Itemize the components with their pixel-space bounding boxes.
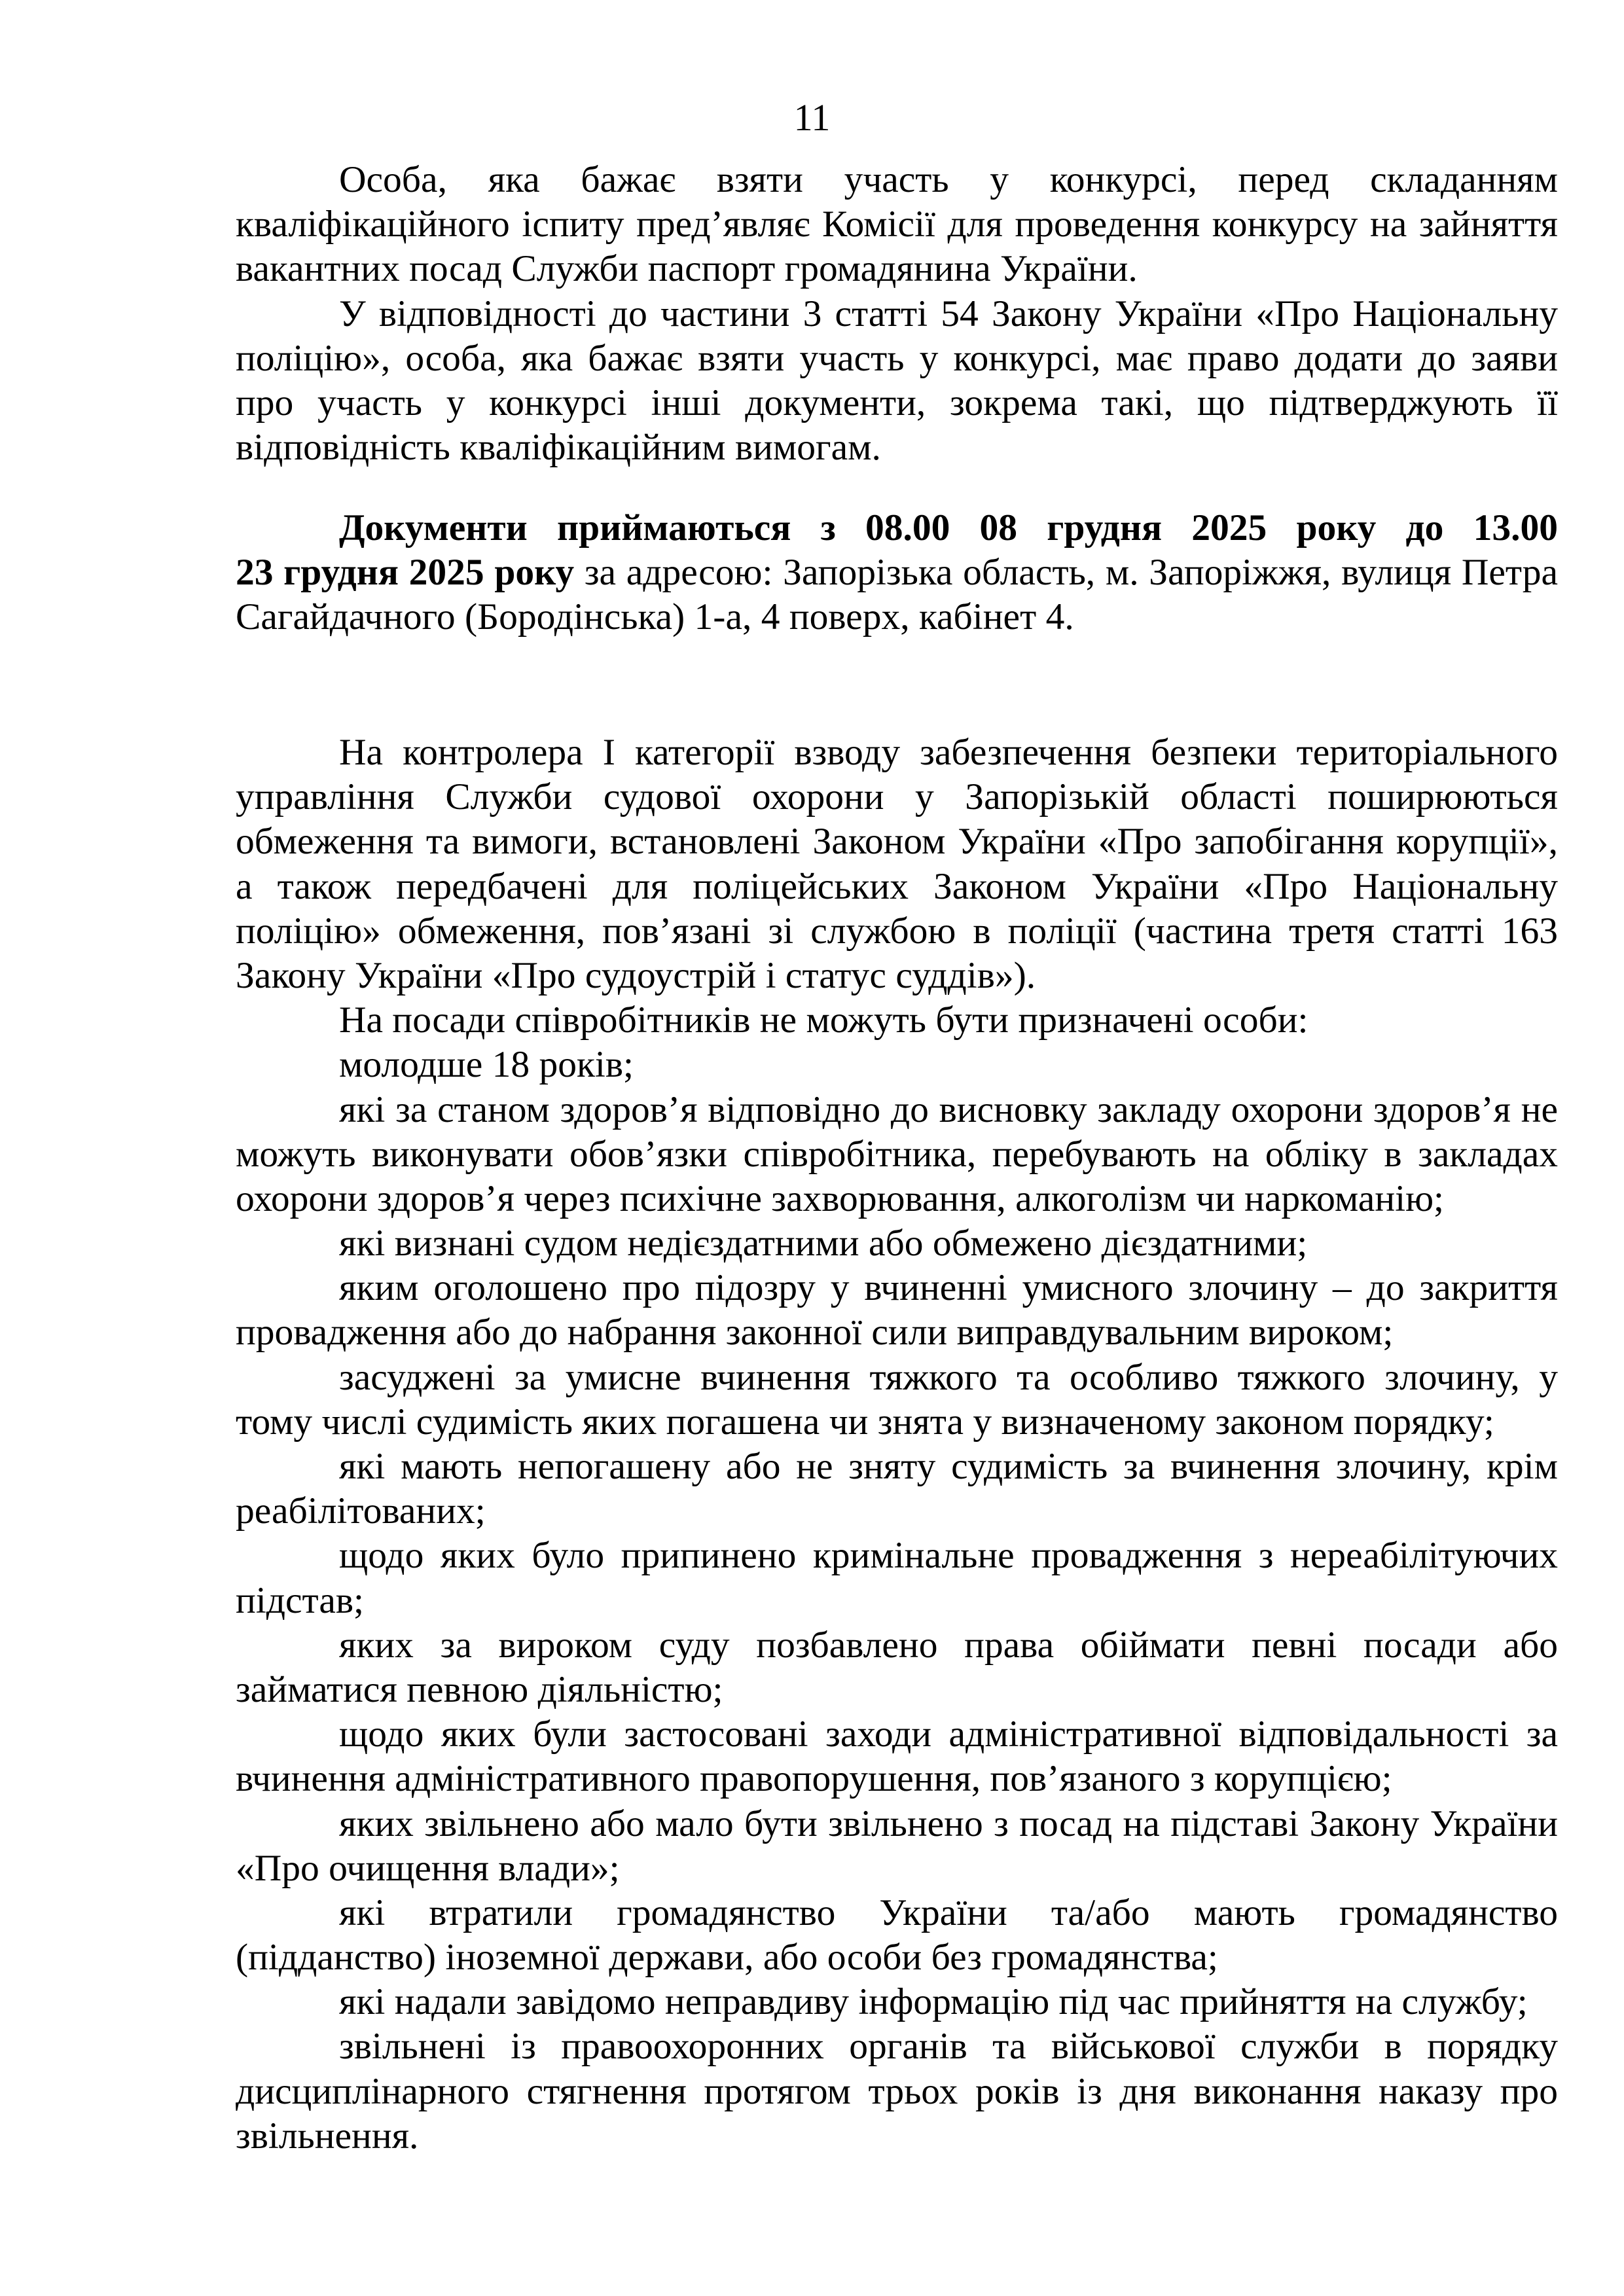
text-line: поліцію», особа, яка бажає взяти участь у конкурсі, має право додати до заяви (236, 337, 1558, 379)
text-line: засуджені за умисне вчинення тяжкого та особливо тяжкого злочину, у (339, 1356, 1558, 1398)
text-line: поліцію» обмеження, пов’язані зі службою в поліції (частина третя статті 163 (236, 910, 1558, 952)
paragraph (236, 1534, 1558, 1623)
paragraph (236, 1891, 1558, 1980)
text-line: дисциплінарного стягнення протягом трьох років із дня виконання наказу про (236, 2070, 1558, 2112)
text-line: тому числі судимість яких погашена чи знята у визначеному законом порядку; (236, 1401, 1494, 1443)
text-line: У відповідності до частини 3 статті 54 Закону України «Про Національну (339, 293, 1558, 334)
text-line: можуть виконувати обов’язки співробітника, перебувають на обліку в закладах (236, 1133, 1558, 1175)
paragraph (236, 1088, 1558, 1222)
intro-section (236, 158, 1558, 470)
paragraph (236, 506, 1558, 640)
text-line: вакантних посад Служби паспорт громадянина України. (236, 248, 1138, 290)
paragraph (236, 2024, 1558, 2159)
text-line: яких звільнено або мало бути звільнено з посад на підставі Закону України (339, 1803, 1558, 1844)
paragraph (236, 1712, 1558, 1801)
paragraph (236, 1444, 1558, 1534)
text-line: На посади співробітників не можуть бути призначені особи: (339, 999, 1308, 1041)
text-line: щодо яких було припинено кримінальне провадження з нереабілітуючих (339, 1535, 1558, 1577)
text-line: яким оголошено про підозру у вчиненні умисного злочину – до закриття (339, 1267, 1558, 1309)
bold-text: 23 грудня 2025 року (236, 552, 575, 594)
paragraph (236, 1355, 1558, 1444)
text-line: звільнені із правоохоронних органів та військової служби в порядку (339, 2026, 1558, 2068)
paragraph (236, 158, 1558, 292)
paragraph (236, 292, 1558, 471)
text-line: підстав; (236, 1579, 364, 1621)
text-line: Закону України «Про судоустрій і статус суддів»). (236, 954, 1036, 996)
paragraph (236, 1802, 1558, 1891)
text-line: На контролера І категорії взводу забезпечення безпеки територіального (339, 732, 1558, 773)
regular-text: за адресою: Запорізька область, м. Запоріжжя, вулиця Петра (574, 552, 1558, 594)
paragraph (236, 1623, 1558, 1712)
paragraph (236, 1043, 1558, 1087)
text-line: Особа, яка бажає взяти участь у конкурсі, перед складанням (339, 159, 1558, 200)
text-line (236, 506, 1558, 550)
text-line: які надали завідомо неправдиву інформацію під час прийняття на службу; (339, 1981, 1528, 2023)
text-line: реабілітованих; (236, 1490, 486, 1532)
paragraph (236, 1980, 1558, 2024)
text-line: які втратили громадянство України та/або мають громадянство (339, 1892, 1558, 1933)
text-line (236, 595, 1558, 639)
page-number: 11 (793, 96, 831, 139)
text-line: управління Служби судової охорони у Запорізькій області поширюються (236, 776, 1558, 818)
restrictions-section (236, 730, 1558, 2159)
paragraph (236, 730, 1558, 998)
text-line: які мають непогашену або не зняту судимість за вчинення злочину, крім (339, 1446, 1558, 1487)
paragraph (236, 1266, 1558, 1355)
text-line: які визнані судом недієздатними або обмежено дієздатними; (339, 1223, 1308, 1265)
text-line: про участь у конкурсі інші документи, зокрема такі, що підтверджують її (236, 382, 1558, 423)
document-submission-section (236, 506, 1558, 640)
text-line: (підданство) іноземної держави, або особи без громадянства; (236, 1937, 1218, 1979)
paragraph (236, 1221, 1558, 1266)
text-line: «Про очищення влади»; (236, 1847, 620, 1889)
text-line: вчинення адміністративного правопорушення, пов’язаного з корупцією; (236, 1758, 1392, 1800)
text-line: охорони здоров’я через психічне захворювання, алкоголізм чи наркоманію; (236, 1177, 1445, 1219)
text-line: відповідність кваліфікаційним вимогам. (236, 427, 881, 469)
text-line: провадження або до набрання законної сили виправдувальним вироком; (236, 1312, 1394, 1354)
bold-text: Документи приймаються з 08.00 08 грудня 2025 року до 13.00 (339, 507, 1558, 548)
text-line: молодше 18 років; (339, 1044, 634, 1086)
text-line: кваліфікаційного іспиту пред’являє Комісії для проведення конкурсу на зайняття (236, 204, 1558, 245)
text-line: щодо яких були застосовані заходи адміністративної відповідальності за (339, 1713, 1558, 1755)
paragraph (236, 998, 1558, 1043)
text-line: яких за вироком суду позбавлено права обіймати певні посади або (339, 1624, 1558, 1666)
text-line: обмеження та вимоги, встановлені Законом України «Про запобігання корупції», (236, 821, 1558, 863)
text-line: займатися певною діяльністю; (236, 1668, 723, 1710)
text-line (236, 550, 1558, 595)
text-line: а також передбачені для поліцейських Законом України «Про Національну (236, 865, 1558, 907)
text-line: звільнення. (236, 2115, 419, 2157)
text-line: які за станом здоров’я відповідно до висновку закладу охорони здоров’я не (339, 1088, 1558, 1130)
regular-text: Сагайдачного (Бородінська) 1-а, 4 поверх, кабінет 4. (236, 596, 1074, 638)
